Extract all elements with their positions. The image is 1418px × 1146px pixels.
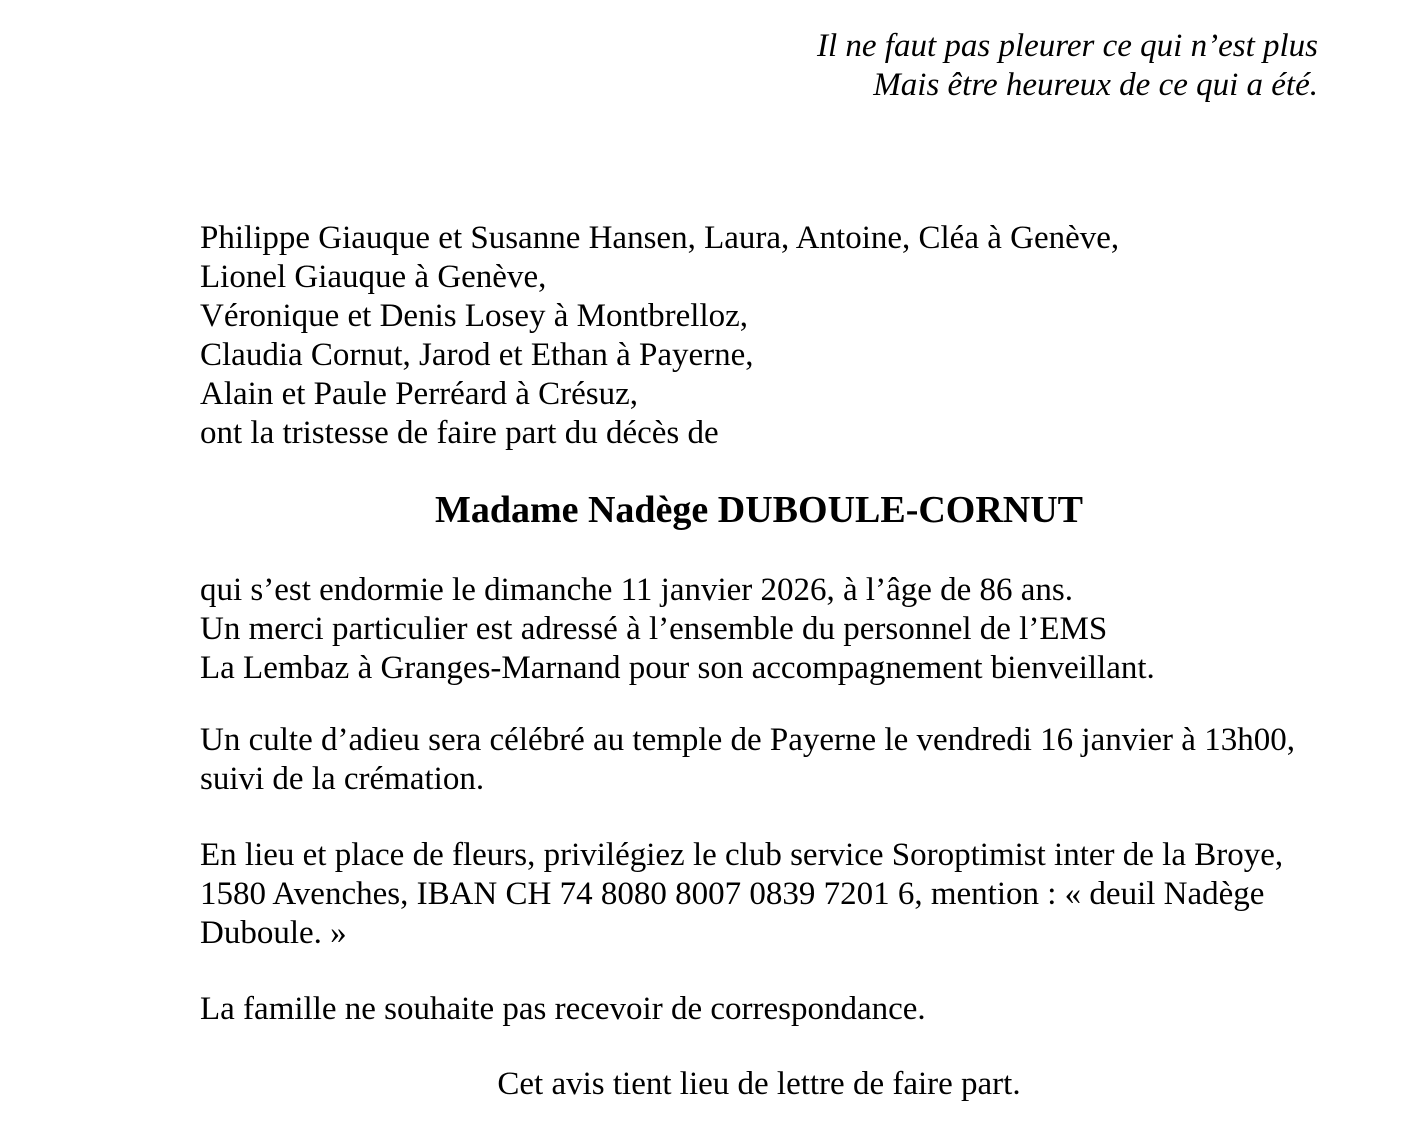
text-line: Duboule. »	[200, 915, 347, 951]
text-line: Un merci particulier est adressé à l’ensemble du personnel de l’EMS	[200, 611, 1108, 647]
text-line: 1580 Avenches, IBAN CH 74 8080 8007 0839 7201 6, mention : « deuil Nadège	[200, 876, 1265, 912]
family-line: Lionel Giauque à Genève,	[200, 259, 547, 295]
family-line: Claudia Cornut, Jarod et Ethan à Payerne,	[200, 337, 754, 373]
family-line: Véronique et Denis Losey à Montbrelloz,	[200, 298, 749, 334]
deceased-name-title: Madame Nadège DUBOULE-CORNUT	[434, 489, 1084, 531]
epigraph	[200, 27, 1318, 105]
closing-line: Cet avis tient lieu de lettre de faire part.	[497, 1066, 1021, 1102]
text-line: Un culte d’adieu sera célébré au temple de Payerne le vendredi 16 janvier à 13h00,	[200, 722, 1295, 758]
paragraph-donations	[200, 836, 1318, 953]
paragraph-ceremony	[200, 721, 1318, 799]
text-line: qui s’est endormie le dimanche 11 janvier 2026, à l’âge de 86 ans.	[200, 572, 1074, 608]
text-line: En lieu et place de fleurs, privilégiez le club service Soroptimist inter de la Broye,	[200, 837, 1284, 873]
family-line: ont la tristesse de faire part du décès de	[200, 415, 719, 451]
text-line: suivi de la crémation.	[200, 761, 485, 797]
epigraph-line: Il ne faut pas pleurer ce qui n’est plus	[816, 28, 1318, 64]
paragraph-no-correspondence	[200, 990, 1318, 1029]
epigraph-line: Mais être heureux de ce qui a été.	[873, 67, 1318, 103]
paragraph-death-details	[200, 571, 1318, 688]
text-line: La famille ne souhaite pas recevoir de correspondance.	[200, 991, 926, 1027]
family-line: Alain et Paule Perréard à Crésuz,	[200, 376, 638, 412]
family-line: Philippe Giauque et Susanne Hansen, Laura, Antoine, Cléa à Genève,	[200, 220, 1120, 256]
text-line: La Lembaz à Granges-Marnand pour son accompagnement bienveillant.	[200, 650, 1155, 686]
family-list	[200, 219, 1318, 453]
